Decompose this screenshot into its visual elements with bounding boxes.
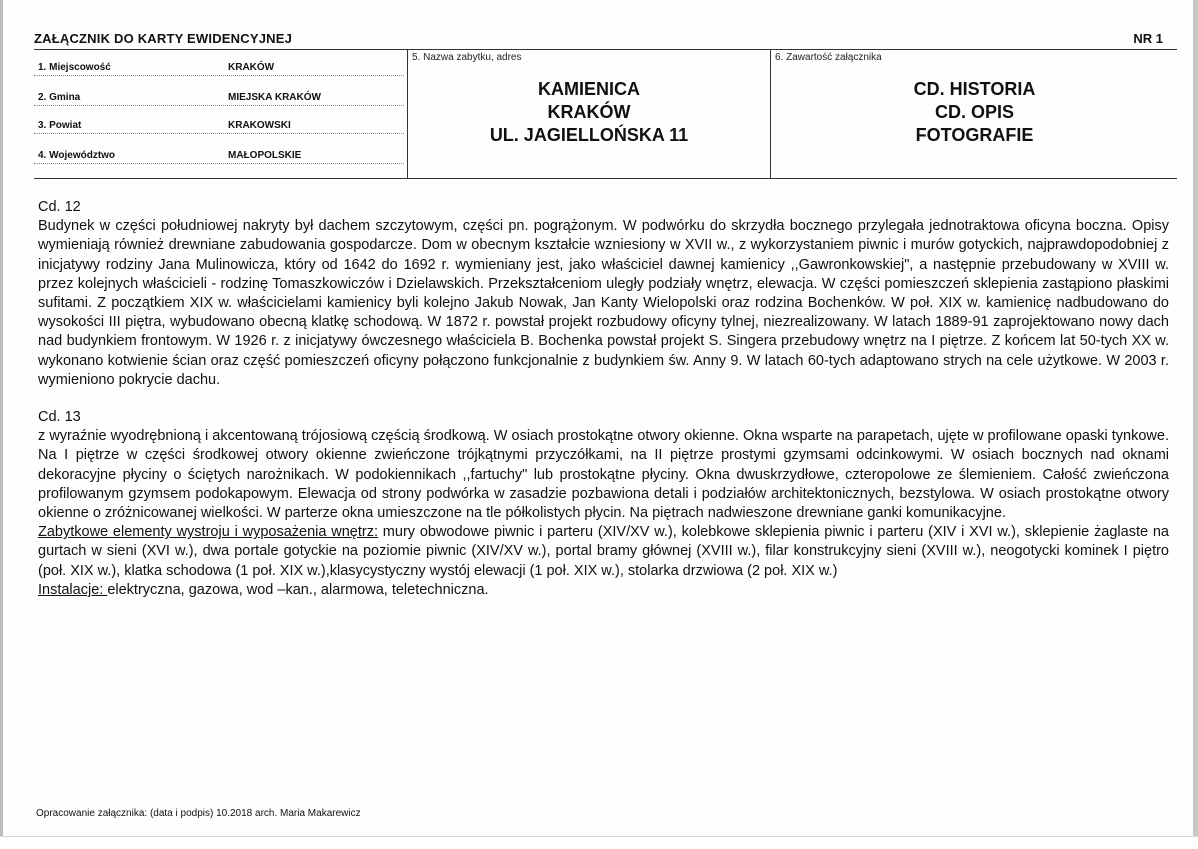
- contents-list: [771, 78, 1178, 147]
- document-body: [38, 198, 1169, 600]
- installations-label: Instalacje:: [38, 581, 108, 598]
- field-label: 2. Gmina: [38, 92, 81, 103]
- scan-edge-right: [1193, 0, 1198, 849]
- title-bar: [34, 31, 1163, 51]
- monument-line: UL. JAGIELLOŃSKA 11: [489, 125, 689, 145]
- field-value: KRAKOWSKI: [228, 120, 291, 131]
- section-heading: Cd. 13: [38, 409, 81, 426]
- field-row-powiat: [34, 108, 404, 134]
- monument-line: KAMIENICA: [538, 79, 640, 99]
- contents-line: CD. HISTORIA: [913, 79, 1036, 99]
- attachment-contents-cell: [770, 50, 1178, 178]
- section-gap: [38, 390, 1169, 408]
- field-label: 3. Powiat: [38, 120, 82, 131]
- contents-line: CD. OPIS: [934, 102, 1014, 122]
- field-value: MAŁOPOLSKIE: [228, 150, 302, 161]
- field-row-gmina: [34, 80, 404, 106]
- section-text: z wyraźnie wyodrębnioną i akcentowaną trójosiową częścią środkową. W osiach prostokątne otwory okienne. Okna wsparte na parapetach, ujęte w profilowane opaski tynkowe. Na I piętrze w części środkowej otwory okienne zwieńczone trójkątnymi przyczółkami, na II piętrze prostymi gzymsami odcinkowymi. W osiach bocznych nad oknami dekoracyjne płyciny o ściętych narożnikach. W podokiennikach ,,fartuchy" lub prostokątne płyciny. Okna dwuskrzydłowe, czteropolowe ze ślemieniem. Całość zwieńczona profilowanym gzymsem podokapowym. Elewacja od strony podwórka w zasadzie pozbawiona detali i podziałów architektonicznych, bezstylowa. W osiach prostokątne otwory okienne o zróżnicowanej wielkości. W parterze okna umieszczone na tle półkolistych płycin. Na piętrach nadwieszone drewniane ganki komunikacyjne.: [38, 428, 1169, 522]
- installations-text: elektryczna, gazowa, wod –kan., alarmowa, teletechniczna.: [107, 581, 489, 598]
- installations: [38, 581, 1169, 600]
- field-value: KRAKÓW: [228, 62, 275, 73]
- document-title: ZAŁĄCZNIK DO KARTY EWIDENCYJNEJ: [34, 31, 293, 46]
- section-heading: Cd. 12: [38, 199, 81, 215]
- historic-elements-label: Zabytkowe elementy wystroju i wyposażenia wnętrz:: [38, 524, 378, 541]
- document-number: NR 1: [1133, 31, 1163, 46]
- historic-elements-text: mury obwodowe piwnic i parteru (XIV/XV w.), kolebkowe sklepienia piwnic i parteru (XIV i XVI w.), sklepienie żaglaste na gurtach w sieni (XVI w.), dwa portale gotyckie na poziomie piwnic (XIV/XV w.), portal bramy głównej (XVIII w.), filar konstrukcyjny sieni (XVIII w.), neogotycki kominek I piętro (poł. XIX w.), klatka schodowa (1 poł. XIX w.),klasycystyczny wystój elewacji (1 poł. XIX w.), stolarka drzwiowa (2 poł. XIX w.): [38, 524, 1169, 579]
- section-text: Budynek w części południowej nakryty był dachem szczytowym, części pn. pogrążonym. W podwórku do skrzydła bocznego przylegała jednotraktowa oficyna boczna. Opisy wymieniają również drewniane zabudowania gospodarcze. Dom w obecnym kształcie wzniesiony w XVII w., z wykorzystaniem piwnic i murów gotyckich, najprawdopodobniej z inicjatywy rodziny Jana Mulinowicza, który od 1642 do 1692 r. wymieniany jest, jako właściciel dawnej kamienicy ,,Gawronkowskiej", a następnie przebudowany w XVIII w. przez kolejnych właścicieli - rodzinę Tomaszkowiczów i Dzielawskich. Przekształceniom uległy podziały wnętrz, elewacja. W części pomieszczeń sklepienia zastąpiono płaskimi sufitami. Z początkiem XIX w. właścicielami kamienicy byli kolejno Jakub Nowak, Jan Kanty Wielopolski oraz rodzina Bochenków. W poł. XIX w. kamienicę nadbudowano do wysokości III piętra, wybudowano obecną klatkę schodową. W 1872 r. powstał projekt rozbudowy oficyny tylnej, niezrealizowany. W latach 1889-91 zaprojektowano nowy dach nad budynkiem frontowym. W 1926 r. z inicjatywy ówczesnego właściciela B. Bochenka powstał projekt S. Singera przebudowy wnętrz na I piętrze. Z końcem lat 50-tych XX w. wykonano kotwienie ścian oraz część pomieszczeń oficyny połączono funkcjonalnie z budynkiem św. Anny 9. W latach 60-tych adaptowano strych na cele użytkowe. W 2003 r. wymieniono pokrycie dachu.: [38, 218, 1169, 388]
- monument-label: 5. Nazwa zabytku, adres: [412, 52, 522, 63]
- header-box: [34, 49, 1177, 179]
- historic-elements: [38, 523, 1169, 581]
- footer-signature: Opracowanie załącznika: (data i podpis) 10.2018 arch. Maria Makarewicz: [36, 808, 361, 819]
- contents-label: 6. Zawartość załącznika: [775, 52, 882, 63]
- field-label: 4. Województwo: [38, 150, 116, 161]
- scan-edge-bottom: [0, 836, 1198, 849]
- contents-line: FOTOGRAFIE: [915, 125, 1034, 145]
- field-row-miejscowosc: [34, 50, 404, 76]
- field-value: MIEJSKA KRAKÓW: [228, 92, 321, 103]
- field-row-wojewodztwo: [34, 138, 404, 164]
- monument-name: [408, 78, 770, 147]
- monument-name-cell: [407, 50, 770, 178]
- monument-line: KRAKÓW: [547, 102, 631, 122]
- field-label: 1. Miejscowość: [38, 62, 111, 73]
- scan-edge-left: [0, 0, 3, 849]
- location-fields: [34, 50, 405, 178]
